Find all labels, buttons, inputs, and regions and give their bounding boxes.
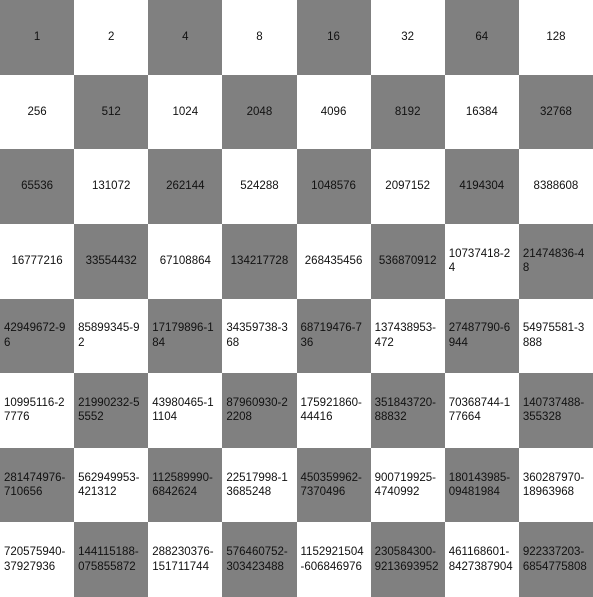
grid-cell xyxy=(222,0,296,75)
cell-value: 32 xyxy=(401,31,415,44)
grid-cell xyxy=(148,0,222,75)
cell-value: 524288 xyxy=(240,180,279,193)
cell-value: 2097152 xyxy=(385,180,431,193)
grid-cell xyxy=(371,299,445,374)
cell-value: 512 xyxy=(101,105,121,118)
cell-value: 128 xyxy=(546,31,566,44)
grid-cell xyxy=(0,299,74,374)
cell-value: 2048 xyxy=(246,105,273,118)
cell-value: 87960930-22208 xyxy=(226,397,288,424)
cell-value: 230584300-9213693952 xyxy=(374,546,439,573)
grid-cell xyxy=(222,299,296,374)
grid-cell xyxy=(297,448,371,523)
grid-cell xyxy=(74,149,148,224)
cell-value: 351843720-88832 xyxy=(374,397,437,424)
cell-value: 68719476-736 xyxy=(300,322,362,349)
cell-value: 112589990-6842624 xyxy=(152,471,213,499)
grid-cell xyxy=(371,0,445,75)
grid-cell xyxy=(445,149,519,224)
cell-value: 131072 xyxy=(92,180,131,193)
grid-cell xyxy=(519,299,593,374)
grid-cell xyxy=(297,0,371,75)
grid-cell xyxy=(297,224,371,299)
grid-cell xyxy=(74,448,148,523)
grid-cell xyxy=(445,75,519,150)
cell-value: 16777216 xyxy=(11,255,63,267)
cell-value: 67108864 xyxy=(159,255,211,267)
cell-value: 64 xyxy=(475,31,489,44)
cell-value: 1024 xyxy=(172,105,199,118)
cell-value: 1152921504-606846976 xyxy=(300,546,364,573)
cell-value: 262144 xyxy=(166,180,205,193)
grid-cell xyxy=(0,224,74,299)
cell-value: 4 xyxy=(182,31,189,44)
cell-value: 54975581-3888 xyxy=(522,322,585,349)
cell-value: 34359738-368 xyxy=(226,322,288,349)
cell-value: 576460752-303423488 xyxy=(226,546,288,573)
grid-cell xyxy=(445,224,519,299)
grid-cell xyxy=(74,373,148,448)
cell-value: 180143985-09481984 xyxy=(448,471,511,499)
grid-cell xyxy=(519,373,593,448)
grid-cell xyxy=(371,373,445,448)
grid-cell xyxy=(222,448,296,523)
cell-value: 562949953-421312 xyxy=(78,471,140,499)
cell-value: 8 xyxy=(256,31,263,44)
grid-cell xyxy=(0,0,74,75)
grid-cell xyxy=(148,299,222,374)
cell-value: 1048576 xyxy=(311,180,356,193)
cell-value: 360287970-18963968 xyxy=(522,471,585,499)
cell-value: 8388608 xyxy=(533,180,579,193)
grid-cell xyxy=(445,0,519,75)
grid-cell xyxy=(0,522,74,597)
grid-cell xyxy=(519,0,593,75)
grid-cell xyxy=(519,75,593,150)
grid-cell xyxy=(74,0,148,75)
grid-cell xyxy=(148,75,222,150)
grid-cell xyxy=(148,224,222,299)
grid-cell xyxy=(371,224,445,299)
grid-cell xyxy=(371,448,445,523)
grid-cell xyxy=(297,75,371,150)
grid-cell xyxy=(148,448,222,523)
grid-cell xyxy=(297,373,371,448)
cell-value: 137438953-472 xyxy=(374,322,437,349)
grid-cell xyxy=(519,522,593,597)
grid-cell xyxy=(148,522,222,597)
grid-cell xyxy=(222,149,296,224)
grid-cell xyxy=(445,373,519,448)
cell-value: 27487790-6944 xyxy=(448,322,511,349)
grid-cell xyxy=(222,373,296,448)
cell-value: 288230376-151711744 xyxy=(152,546,214,573)
cell-value: 922337203-6854775808 xyxy=(522,546,587,573)
cell-value: 175921860-44416 xyxy=(300,397,362,424)
cell-value: 21990232-55552 xyxy=(78,397,140,424)
cell-value: 33554432 xyxy=(85,255,137,267)
cell-value: 536870912 xyxy=(378,255,437,267)
cell-value: 1 xyxy=(33,31,41,44)
cell-value: 268435456 xyxy=(304,255,363,267)
cell-value: 16384 xyxy=(465,105,498,118)
cell-value: 134217728 xyxy=(230,255,289,267)
grid-cell xyxy=(222,522,296,597)
cell-value: 22517998-13685248 xyxy=(226,471,288,499)
grid-cell xyxy=(371,149,445,224)
cell-value: 140737488-355328 xyxy=(522,397,585,424)
grid-cell xyxy=(371,522,445,597)
cell-value: 281474976-710656 xyxy=(4,471,66,499)
cell-value: 450359962-7370496 xyxy=(300,471,362,499)
grid-cell xyxy=(74,75,148,150)
cell-value: 2 xyxy=(107,31,115,44)
cell-value: 32768 xyxy=(539,105,572,118)
grid-cell xyxy=(297,522,371,597)
grid-cell xyxy=(0,448,74,523)
grid-cell xyxy=(519,448,593,523)
cell-value: 17179896-184 xyxy=(152,322,214,349)
grid-cell xyxy=(519,149,593,224)
grid-cell xyxy=(445,448,519,523)
cell-value: 85899345-92 xyxy=(78,322,140,349)
grid-cell xyxy=(297,299,371,374)
grid-cell xyxy=(0,373,74,448)
grid-cell xyxy=(148,373,222,448)
grid-cell xyxy=(222,224,296,299)
grid-cell xyxy=(74,522,148,597)
grid-cell xyxy=(445,299,519,374)
cell-value: 4194304 xyxy=(459,180,505,193)
cell-value: 8192 xyxy=(394,105,421,118)
grid-cell xyxy=(74,224,148,299)
grid-cell xyxy=(445,522,519,597)
cell-value: 21474836-48 xyxy=(522,247,585,275)
cell-value: 42949672-96 xyxy=(4,322,66,349)
grid-cell xyxy=(0,149,74,224)
cell-value: 43980465-11104 xyxy=(152,397,214,424)
grid-cell xyxy=(148,149,222,224)
cell-value: 10737418-24 xyxy=(448,247,511,275)
cell-value: 900719925-4740992 xyxy=(374,471,437,499)
cell-value: 10995116-27776 xyxy=(4,397,65,424)
cell-value: 461168601-8427387904 xyxy=(448,546,513,573)
grid-cell xyxy=(519,224,593,299)
cell-value: 4096 xyxy=(320,105,347,118)
grid-cell xyxy=(297,149,371,224)
grid-cell xyxy=(222,75,296,150)
grid-cell xyxy=(371,75,445,150)
cell-value: 144115188-075855872 xyxy=(78,546,139,573)
grid-cell xyxy=(0,75,74,150)
cell-value: 720575940-37927936 xyxy=(4,546,66,573)
cell-value: 256 xyxy=(27,105,47,118)
cell-value: 16 xyxy=(327,31,340,44)
grid-cell xyxy=(74,299,148,374)
cell-value: 65536 xyxy=(21,180,54,193)
cell-value: 70368744-177664 xyxy=(448,397,511,424)
